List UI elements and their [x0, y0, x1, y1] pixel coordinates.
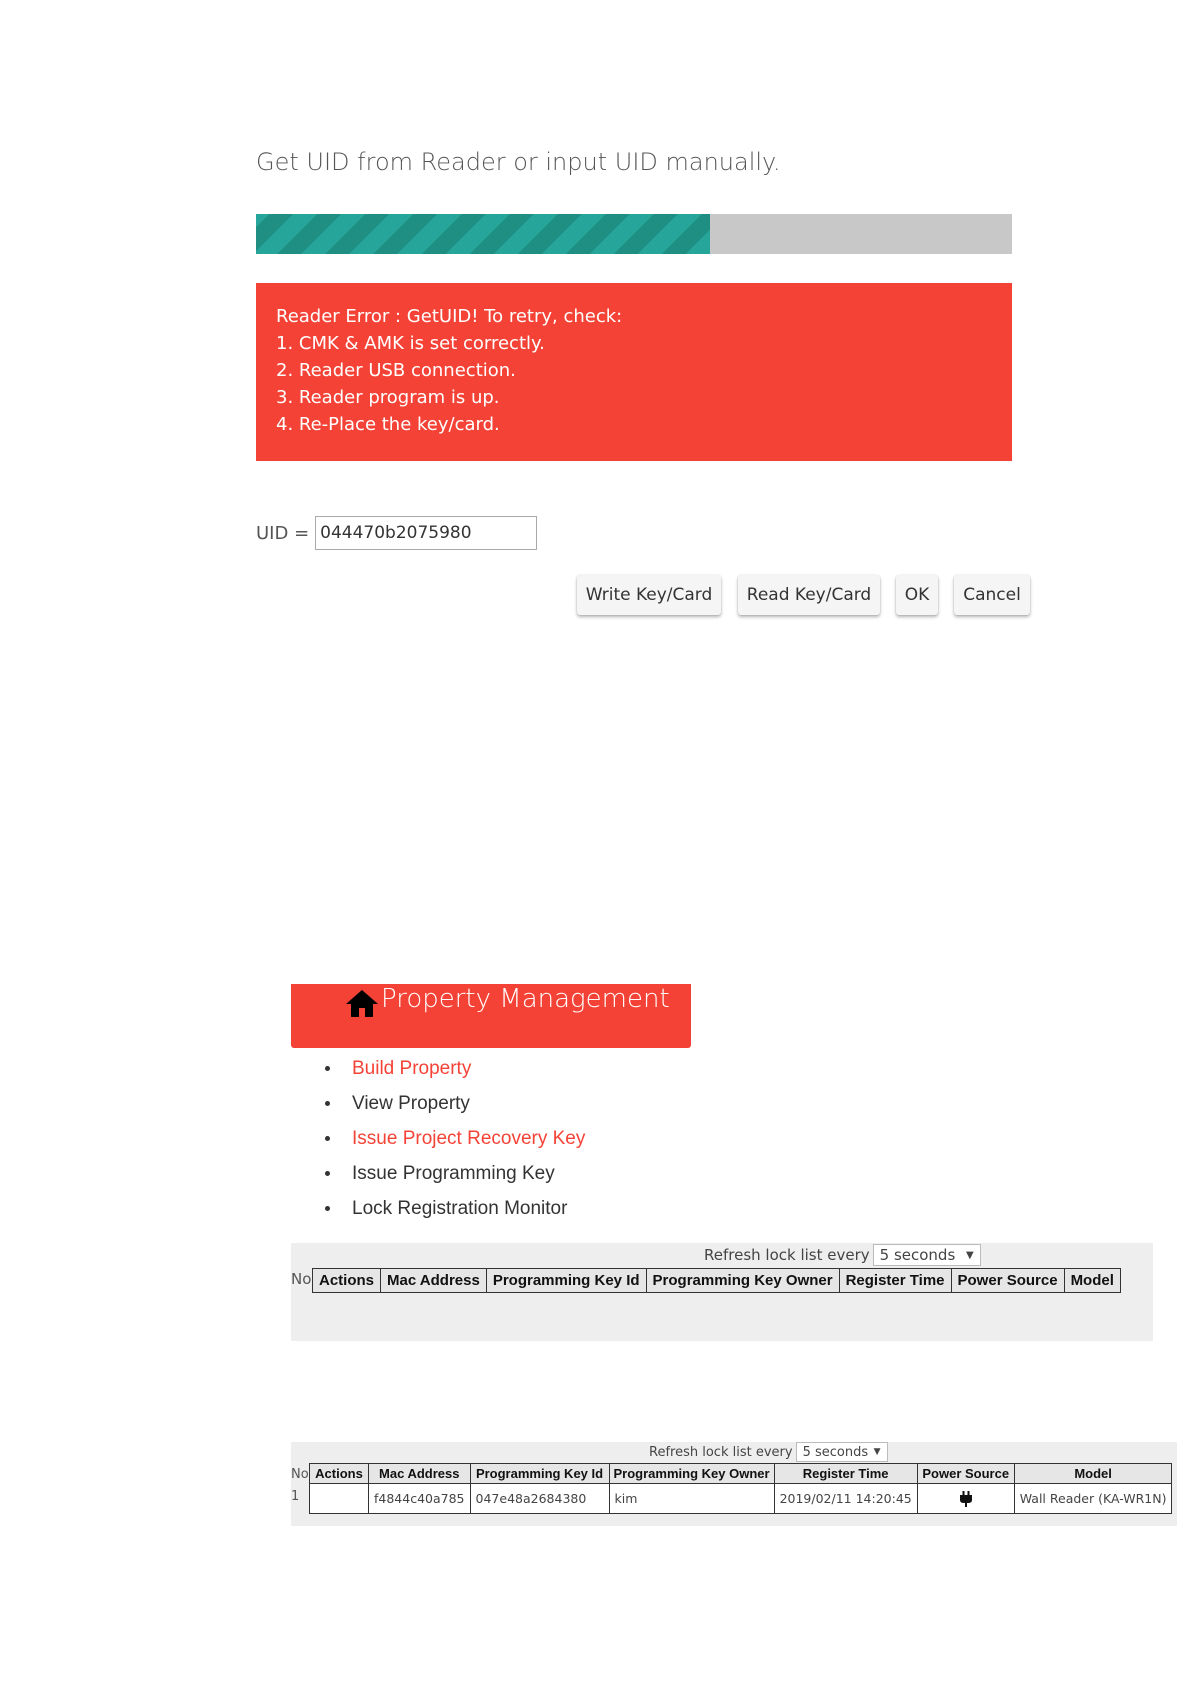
- no-column-label: No: [291, 1467, 309, 1482]
- column-header-actions: Actions: [310, 1464, 369, 1484]
- refresh-interval-select[interactable]: [873, 1244, 981, 1266]
- write-key-card-button[interactable]: Write Key/Card: [577, 575, 721, 615]
- menu-item-issue-project-recovery-key[interactable]: Issue Project Recovery Key: [320, 1125, 585, 1160]
- uid-row: [256, 516, 537, 550]
- cancel-button[interactable]: Cancel: [954, 575, 1030, 615]
- menu-item-view-property[interactable]: View Property: [320, 1090, 585, 1125]
- cell-mac-address: f4844c40a785: [369, 1484, 471, 1514]
- lock-table-filled: [309, 1463, 1172, 1514]
- error-line: 3. Reader program is up.: [276, 387, 500, 408]
- progress-fill: [256, 214, 710, 254]
- ok-button[interactable]: OK: [896, 575, 938, 615]
- no-column-label: No: [291, 1270, 312, 1288]
- cell-actions: [310, 1484, 369, 1514]
- error-line: 1. CMK & AMK is set correctly.: [276, 333, 545, 354]
- no-column: [291, 1464, 309, 1508]
- lock-table-empty: [312, 1268, 1121, 1293]
- cell-programming-key-owner: kim: [609, 1484, 774, 1514]
- cell-programming-key-id: 047e48a2684380: [470, 1484, 609, 1514]
- column-header-register-time: Register Time: [839, 1269, 951, 1293]
- uid-label: UID =: [256, 522, 310, 544]
- error-line: Reader Error : GetUID! To retry, check:: [276, 306, 623, 327]
- lock-list-panel-filled: [291, 1442, 1177, 1526]
- refresh-interval-value: 5 seconds: [879, 1246, 956, 1264]
- dropdown-arrow-icon: ▼: [965, 1249, 974, 1261]
- refresh-label: Refresh lock list every: [649, 1444, 793, 1460]
- cell-power-source: [917, 1484, 1014, 1514]
- table-row: [310, 1484, 1172, 1514]
- uid-input[interactable]: [315, 516, 537, 550]
- column-header-register-time: Register Time: [774, 1464, 917, 1484]
- read-key-card-button[interactable]: Read Key/Card: [738, 575, 880, 615]
- refresh-interval-value: 5 seconds: [802, 1444, 869, 1460]
- column-header-mac-address: Mac Address: [369, 1464, 471, 1484]
- column-header-programming-key-owner: Programming Key Owner: [646, 1269, 839, 1293]
- page-title: Property Management: [381, 984, 670, 1014]
- error-line: 4. Re-Place the key/card.: [276, 414, 500, 435]
- column-header-programming-key-id: Programming Key Id: [470, 1464, 609, 1484]
- column-header-power-source: Power Source: [917, 1464, 1014, 1484]
- refresh-label: Refresh lock list every: [704, 1246, 870, 1264]
- power-plug-icon: [960, 1490, 972, 1505]
- progress-bar: [256, 214, 1012, 254]
- table-header-row: [313, 1269, 1121, 1293]
- property-menu: [320, 1055, 585, 1230]
- column-header-programming-key-owner: Programming Key Owner: [609, 1464, 774, 1484]
- column-header-model: Model: [1014, 1464, 1172, 1484]
- error-message-box: [256, 283, 1012, 461]
- column-header-mac-address: Mac Address: [381, 1269, 487, 1293]
- home-icon: [345, 988, 379, 1018]
- menu-item-lock-registration-monitor[interactable]: Lock Registration Monitor: [320, 1195, 585, 1230]
- column-header-power-source: Power Source: [951, 1269, 1064, 1293]
- row-number: 1: [291, 1489, 300, 1504]
- menu-item-build-property[interactable]: Build Property: [320, 1055, 585, 1090]
- cell-register-time: 2019/02/11 14:20:45: [774, 1484, 917, 1514]
- property-management-header: [291, 984, 691, 1048]
- cell-model: Wall Reader (KA-WR1N): [1014, 1484, 1172, 1514]
- error-line: 2. Reader USB connection.: [276, 360, 516, 381]
- dropdown-arrow-icon: ▼: [873, 1447, 881, 1457]
- refresh-interval-select[interactable]: [796, 1442, 888, 1462]
- column-header-programming-key-id: Programming Key Id: [486, 1269, 646, 1293]
- refresh-control: [704, 1244, 981, 1266]
- uid-instruction: Get UID from Reader or input UID manually.: [256, 148, 781, 176]
- menu-item-issue-programming-key[interactable]: Issue Programming Key: [320, 1160, 585, 1195]
- lock-list-panel-empty: [291, 1243, 1153, 1341]
- column-header-actions: Actions: [313, 1269, 381, 1293]
- table-header-row: [310, 1464, 1172, 1484]
- column-header-model: Model: [1064, 1269, 1120, 1293]
- refresh-control: [649, 1442, 888, 1462]
